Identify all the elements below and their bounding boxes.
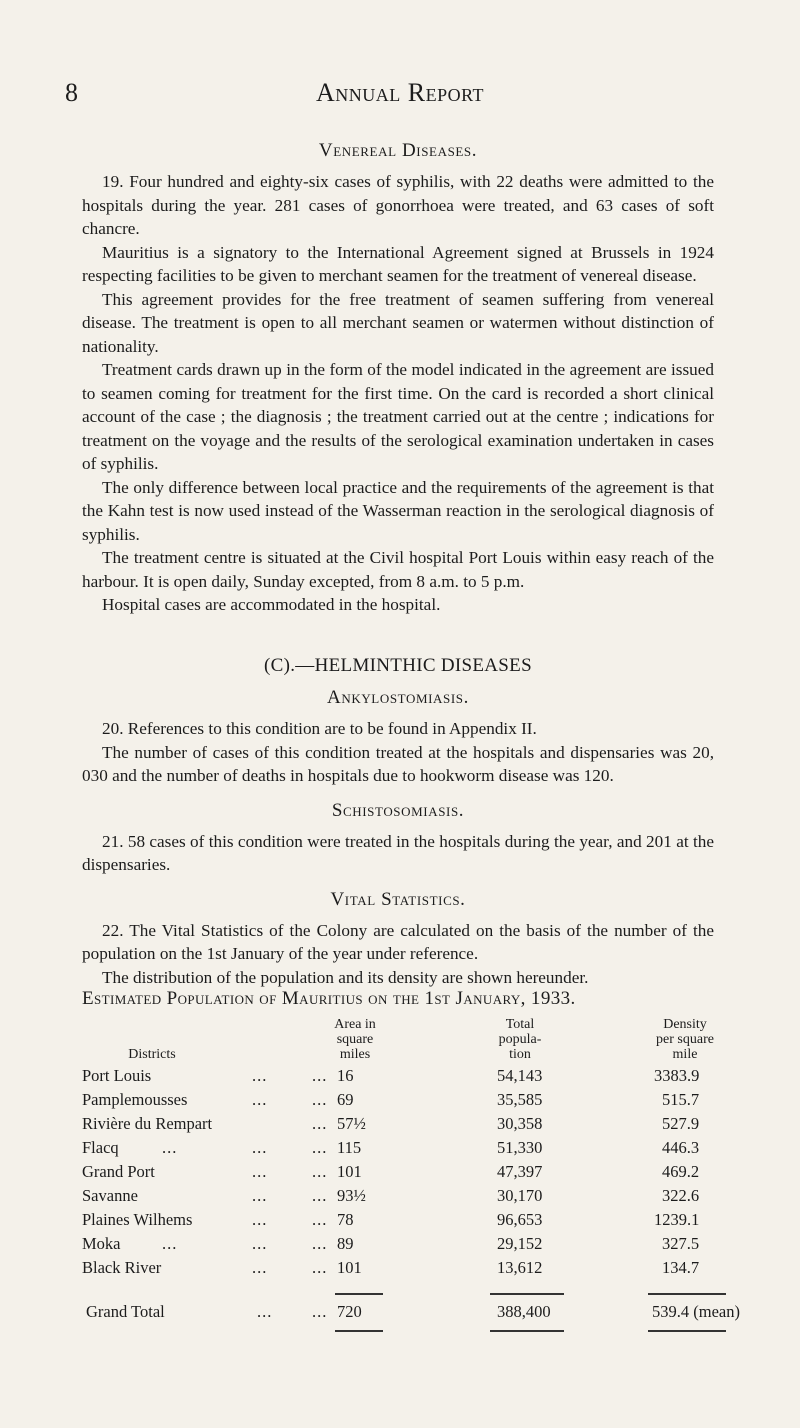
dot-leader: ... — [312, 1186, 328, 1205]
table-row — [82, 1162, 742, 1184]
header-line: miles — [339, 1047, 371, 1062]
cell-population: 13,612 — [497, 1258, 543, 1277]
cell-population: 30,358 — [497, 1114, 543, 1133]
dot-leader: ... — [312, 1162, 328, 1181]
paragraph: This agreement provides for the free treatment of seamen suffering from venereal disease. The treatment is open to all merchant seamen or watermen without distinction of nationality. — [82, 289, 714, 356]
header-line: popula- — [498, 1032, 542, 1047]
bottom-rule-area — [335, 1330, 383, 1332]
bottom-rule-density — [648, 1330, 726, 1332]
cell-population: 35,585 — [497, 1090, 543, 1109]
cell-district: Flacq — [82, 1138, 119, 1157]
cell-area: 101 — [337, 1258, 362, 1277]
cell-area: 69 — [337, 1090, 354, 1109]
paragraph: The number of cases of this condition treated at the hospitals and dispensaries was 20, 030 and the number of deaths in hospitals due to hookworm disease was 120. — [82, 742, 714, 785]
table-row — [82, 1210, 742, 1232]
header-line: mile — [672, 1047, 698, 1062]
table-row — [82, 1066, 742, 1088]
page-number: 8 — [65, 78, 78, 107]
paragraph: 22. The Vital Statistics of the Colony are calculated on the basis of the number of the population on the 1st January of the year under reference. — [82, 920, 714, 963]
header-line: per square — [656, 1032, 714, 1047]
bottom-rule-population — [490, 1330, 564, 1332]
cell-district: Black River — [82, 1258, 162, 1277]
total-area: 720 — [337, 1302, 362, 1321]
column-header-density — [630, 1017, 740, 1062]
cell-area: 16 — [337, 1066, 354, 1085]
paragraph: The only difference between local practice and the requirements of the agreement is that the Kahn test is now used instead of the Wasserman reaction in the serological diagnosis of syphilis. — [82, 477, 714, 544]
header-line: tion — [509, 1047, 531, 1062]
cell-area: 115 — [337, 1138, 362, 1157]
running-title: Annual Report — [315, 78, 485, 107]
cell-district: Plaines Wilhems — [82, 1210, 193, 1229]
cell-density: 134.7 — [662, 1258, 700, 1277]
paragraph: The treatment centre is situated at the Civil hospital Port Louis within easy reach of the harbour. It is open daily, Sunday excepted, from 8 a.m. to 5 p.m. — [82, 548, 714, 591]
cell-population: 54,143 — [497, 1066, 543, 1085]
dot-leader: ... — [252, 1162, 268, 1181]
table-row — [82, 1186, 742, 1208]
total-row — [82, 1302, 742, 1324]
table-row — [82, 1090, 742, 1112]
cell-density: 322.6 — [662, 1186, 700, 1205]
cell-district: Port Louis — [82, 1066, 152, 1085]
paragraph: Hospital cases are accommodated in the hospital. — [102, 595, 441, 614]
dot-leader: ... — [312, 1258, 328, 1277]
dot-leader: ... — [252, 1066, 268, 1085]
header-line: Density — [663, 1017, 707, 1032]
column-header-population — [470, 1017, 570, 1062]
dot-leader: ... — [312, 1138, 328, 1157]
paragraph: 20. References to this condition are to be found in Appendix II. — [102, 719, 537, 738]
header-line: square — [336, 1032, 374, 1047]
cell-density: 1239.1 — [654, 1210, 700, 1229]
dot-leader: ... — [252, 1258, 268, 1277]
cell-district: Grand Port — [82, 1162, 155, 1181]
cell-district: Savanne — [82, 1186, 138, 1205]
helminthic-section — [82, 655, 714, 989]
cell-area: 93½ — [337, 1186, 366, 1205]
dot-leader: ... — [252, 1234, 268, 1253]
paragraph: Treatment cards drawn up in the form of the model indicated in the agreement are issued to seamen coming for treatment for the first time. On the card is recorded a short clinical account of the case ; the diagnosis ; the treatment carried out at the centre ; indications for treatment on the voyage and the results of the serological examination undertaken in cases of syphilis. — [82, 360, 714, 473]
cell-population: 47,397 — [497, 1162, 543, 1181]
header-line: Area in — [334, 1017, 376, 1032]
cell-population: 30,170 — [497, 1186, 543, 1205]
cell-density: 527.9 — [662, 1114, 700, 1133]
dot-leader: ... — [162, 1138, 178, 1157]
dot-leader: ... — [312, 1066, 328, 1085]
dot-leader: ... — [312, 1210, 328, 1229]
cell-population: 29,152 — [497, 1234, 543, 1253]
paragraph: The distribution of the population and its density are shown hereunder. — [102, 967, 589, 987]
table-row — [82, 1258, 742, 1280]
cell-density: 3383.9 — [654, 1066, 700, 1085]
cell-district: Rivière du Rempart — [82, 1114, 213, 1133]
cell-district: Pamplemousses — [82, 1090, 188, 1109]
cell-density: 469.2 — [662, 1162, 700, 1181]
cell-area: 101 — [337, 1162, 362, 1181]
dot-leader: ... — [312, 1090, 328, 1109]
cell-district: Moka — [82, 1234, 121, 1253]
total-rule-area — [335, 1293, 383, 1295]
dot-leader: ... — [257, 1302, 273, 1321]
total-label: Grand Total — [86, 1302, 165, 1321]
paragraph: 19. Four hundred and eighty-six cases of syphilis, with 22 deaths were admitted to the hospitals during the year. 281 cases of gonorrhoea were treated, and 63 cases of soft chancre. — [82, 172, 714, 238]
total-rule-population — [490, 1293, 564, 1295]
cell-population: 96,653 — [497, 1210, 543, 1229]
column-header-area — [305, 1017, 405, 1062]
dot-leader: ... — [312, 1234, 328, 1253]
header-line: Total — [505, 1017, 535, 1032]
ankylostomiasis-heading: Ankylostomiasis. — [327, 687, 469, 708]
total-rule-density — [648, 1293, 726, 1295]
cell-density: 327.5 — [662, 1234, 700, 1253]
cell-population: 51,330 — [497, 1138, 543, 1157]
venereal-section — [82, 140, 714, 617]
column-header-districts: Districts — [128, 1047, 176, 1062]
cell-density: 446.3 — [662, 1138, 700, 1157]
table-title: Estimated Population of Mauritius on the 1st January, 1933. — [82, 988, 576, 1009]
dot-leader: ... — [252, 1210, 268, 1229]
paragraph: 21. 58 cases of this condition were treated in the hospitals during the year, and 201 at the dispensaries. — [82, 831, 714, 874]
cell-area: 78 — [337, 1210, 354, 1229]
schistosomiasis-heading: Schistosomiasis. — [331, 799, 465, 821]
cell-area: 57½ — [337, 1114, 366, 1133]
table-row — [82, 1234, 742, 1256]
table-row — [82, 1114, 742, 1136]
dot-leader: ... — [252, 1186, 268, 1205]
dot-leader: ... — [162, 1234, 178, 1253]
paragraph: Mauritius is a signatory to the International Agreement signed at Brussels in 1924 respecting facilities to be given to merchant seamen for the treatment of venereal disease. — [82, 242, 714, 285]
total-population: 388,400 — [497, 1302, 551, 1321]
total-density: 539.4 (mean) — [652, 1302, 740, 1321]
cell-density: 515.7 — [662, 1090, 700, 1109]
dot-leader: ... — [252, 1138, 268, 1157]
table-row — [82, 1138, 742, 1160]
venereal-heading: Venereal Diseases. — [318, 140, 478, 161]
vital-statistics-heading: Vital Statistics. — [330, 888, 466, 910]
dot-leader: ... — [312, 1302, 328, 1321]
dot-leader: ... — [252, 1090, 268, 1109]
cell-area: 89 — [337, 1234, 354, 1253]
helminthic-heading: (C).—HELMINTHIC DISEASES — [264, 655, 532, 676]
dot-leader: ... — [312, 1114, 328, 1133]
